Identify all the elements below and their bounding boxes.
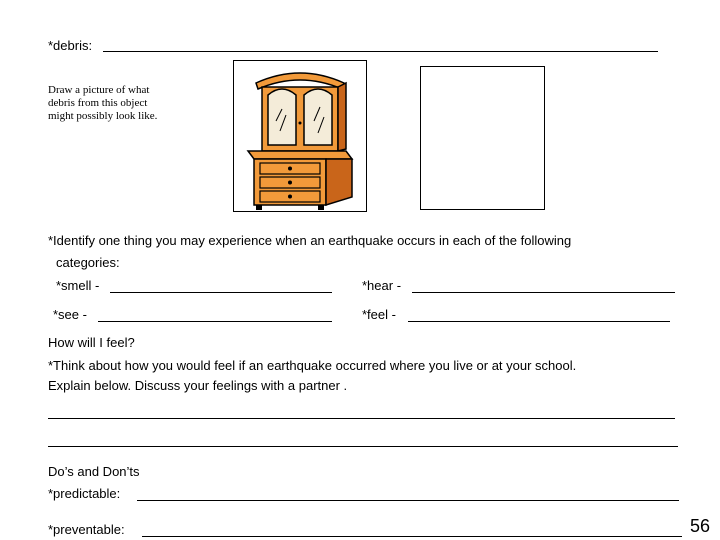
debris-label: *debris:	[48, 38, 93, 53]
draw-instruction-line-1: Draw a picture of what	[48, 84, 150, 96]
feel-prompt-line-2: Explain below. Discuss your feelings with a partner .	[48, 378, 348, 393]
feel-section-title: How will I feel?	[48, 335, 135, 350]
cabinet-icon	[234, 61, 366, 211]
feel-prompt-line-1: *Think about how you would feel if an earthquake occurred where you live or at your school.	[48, 358, 577, 373]
feel-label: *feel -	[362, 307, 396, 322]
debris-answer-line[interactable]	[103, 51, 658, 52]
preventable-label: *preventable:	[48, 522, 125, 537]
identify-prompt-line-2: categories:	[56, 255, 120, 270]
predictable-answer-line[interactable]	[137, 500, 679, 501]
feel-answer-line[interactable]	[408, 321, 670, 322]
draw-instruction-line-2: debris from this object	[48, 97, 148, 109]
smell-label: *smell -	[56, 278, 100, 293]
predictable-label: *predictable:	[48, 486, 121, 501]
dos-donts-title: Do’s and Don’ts	[48, 464, 140, 479]
feel-writing-line-2[interactable]	[48, 446, 678, 447]
see-label: *see -	[53, 307, 87, 322]
draw-instruction-line-3: might possibly look like.	[48, 110, 158, 122]
hear-label: *hear -	[362, 278, 402, 293]
hear-answer-line[interactable]	[412, 292, 675, 293]
preventable-answer-line[interactable]	[142, 536, 682, 537]
see-answer-line[interactable]	[98, 321, 332, 322]
smell-answer-line[interactable]	[110, 292, 332, 293]
page-number: 56	[690, 516, 711, 536]
drawing-box[interactable]	[420, 66, 545, 210]
cabinet-image-frame	[233, 60, 367, 212]
feel-writing-line-1[interactable]	[48, 418, 675, 419]
identify-prompt-line-1: *Identify one thing you may experience when an earthquake occurs in each of the following	[48, 233, 572, 248]
